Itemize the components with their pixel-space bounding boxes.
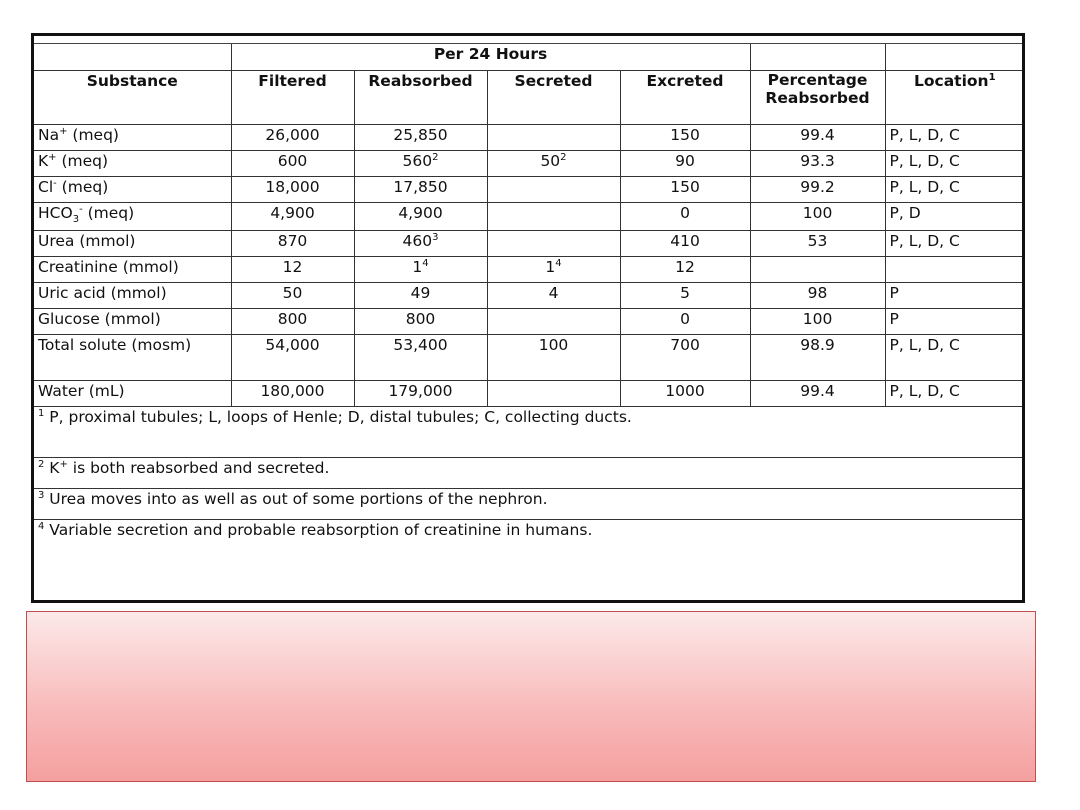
cell-reabsorbed <box>354 231 487 257</box>
footnote-1 <box>34 407 1024 458</box>
filtered-value: 180,000 <box>260 382 325 401</box>
footnote-number: 4 <box>38 521 45 533</box>
footnote-4 <box>34 520 1024 551</box>
excreted-value: 1000 <box>665 382 705 401</box>
cell-secreted <box>487 231 620 257</box>
cell-location <box>885 283 1024 309</box>
secreted-value: 50 <box>540 152 561 170</box>
table-row <box>34 203 1024 231</box>
cell-filtered <box>231 283 354 309</box>
substance-subscript: 3 <box>72 214 80 226</box>
filtered-value: 800 <box>277 310 308 329</box>
col-header-excreted: Excreted <box>620 71 750 125</box>
reabsorbed-value: 49 <box>410 284 431 303</box>
cell-filtered <box>231 309 354 335</box>
table-row <box>34 283 1024 309</box>
cell-substance <box>34 335 231 381</box>
cell-percentage <box>750 381 885 407</box>
footnote-text: Urea moves into as well as out of some portions of the nephron. <box>44 490 548 509</box>
col-header-secreted: Secreted <box>487 71 620 125</box>
cell-location <box>885 203 1024 231</box>
cell-filtered <box>231 203 354 231</box>
cell-excreted <box>620 231 750 257</box>
footnote-text: P, proximal tubules; L, loops of Henle; D, distal tubules; C, collecting ducts. <box>44 408 632 427</box>
secreted-value: 4 <box>548 284 559 303</box>
cell-reabsorbed <box>354 125 487 151</box>
filtered-value: 12 <box>282 258 303 277</box>
header-blank <box>34 44 231 71</box>
percentage-value: 99.4 <box>800 382 835 401</box>
filtered-value: 4,900 <box>270 204 315 222</box>
footnote-row <box>34 458 1024 489</box>
table-row <box>34 231 1024 257</box>
footnote-number: 2 <box>38 459 45 471</box>
filtered-value: 18,000 <box>265 178 320 196</box>
footnote-ref: 2 <box>432 152 439 163</box>
renal-handling-table <box>34 44 1024 550</box>
footnote-row <box>34 520 1024 551</box>
cell-location <box>885 381 1024 407</box>
table-row <box>34 125 1024 151</box>
header-blank <box>750 44 885 71</box>
cell-secreted <box>487 283 620 309</box>
table-row <box>34 177 1024 203</box>
percentage-value: 93.3 <box>800 152 835 170</box>
excreted-value: 90 <box>675 152 695 170</box>
cell-percentage <box>750 151 885 177</box>
excreted-value: 410 <box>670 232 700 251</box>
footnote-number: 3 <box>38 490 45 502</box>
table-row <box>34 257 1024 283</box>
footnote-ref: 2 <box>560 152 567 163</box>
filtered-value: 870 <box>277 232 308 251</box>
cell-percentage <box>750 231 885 257</box>
reabsorbed-value: 179,000 <box>388 382 453 401</box>
percentage-value: 53 <box>807 232 828 251</box>
cell-location <box>885 257 1024 283</box>
cell-reabsorbed <box>354 257 487 283</box>
footnote-3 <box>34 489 1024 520</box>
substance-unit: (meq) <box>67 126 119 144</box>
footnote-ref: 1 <box>988 72 996 83</box>
percentage-value: 100 <box>802 310 833 329</box>
cell-excreted <box>620 125 750 151</box>
footnote-text-rest: is both reabsorbed and secreted. <box>67 459 330 478</box>
substance-name: Water (mL) <box>38 382 125 401</box>
substance-charge: + <box>48 152 57 163</box>
cell-location <box>885 151 1024 177</box>
footnote-2 <box>34 458 1024 489</box>
cell-filtered <box>231 335 354 381</box>
substance-charge: - <box>79 204 83 215</box>
footnote-text: Variable secretion and probable reabsorption of creatinine in humans. <box>44 521 593 540</box>
cell-substance <box>34 283 231 309</box>
filtered-value: 26,000 <box>265 126 320 144</box>
cell-excreted <box>620 381 750 407</box>
cell-excreted <box>620 151 750 177</box>
cell-reabsorbed <box>354 177 487 203</box>
location-value: P, L, D, C <box>889 382 960 401</box>
table-row <box>34 151 1024 177</box>
secreted-value: 1 <box>545 258 556 277</box>
footnote-charge: + <box>59 459 68 471</box>
filtered-value: 600 <box>277 152 308 170</box>
cell-substance <box>34 231 231 257</box>
cell-percentage <box>750 335 885 381</box>
cell-filtered <box>231 257 354 283</box>
table-frame <box>31 33 1025 603</box>
location-value: P, L, D, C <box>889 232 960 251</box>
location-value: P, L, D, C <box>889 126 960 144</box>
footnote-row <box>34 407 1024 458</box>
substance-name: Na <box>38 126 60 144</box>
reabsorbed-value: 4,900 <box>398 204 443 222</box>
cell-substance <box>34 177 231 203</box>
col-header-substance: Substance <box>34 71 231 125</box>
table-row <box>34 381 1024 407</box>
header-group-per-24-hours: Per 24 Hours <box>231 44 750 71</box>
cell-secreted <box>487 381 620 407</box>
excreted-value: 700 <box>670 336 700 355</box>
substance-name: Cl <box>38 178 54 196</box>
cell-excreted <box>620 257 750 283</box>
cell-filtered <box>231 125 354 151</box>
footnote-ref: 4 <box>422 258 429 270</box>
cell-location <box>885 125 1024 151</box>
cell-filtered <box>231 177 354 203</box>
cell-reabsorbed <box>354 203 487 231</box>
cell-percentage <box>750 203 885 231</box>
cell-location <box>885 231 1024 257</box>
percentage-value: 99.2 <box>800 178 835 196</box>
col-header-filtered: Filtered <box>231 71 354 125</box>
excreted-value: 5 <box>680 284 690 303</box>
cell-reabsorbed <box>354 335 487 381</box>
substance-charge: + <box>59 126 68 137</box>
cell-substance <box>34 151 231 177</box>
cell-location <box>885 335 1024 381</box>
substance-name: HCO <box>38 204 73 222</box>
table-body <box>34 125 1024 551</box>
excreted-value: 150 <box>670 126 700 144</box>
cell-filtered <box>231 381 354 407</box>
excreted-value: 12 <box>675 258 695 277</box>
substance-unit: (meq) <box>56 152 109 170</box>
cell-location <box>885 177 1024 203</box>
cell-substance <box>34 203 231 231</box>
cell-substance <box>34 309 231 335</box>
secreted-value: 100 <box>538 336 569 355</box>
cell-percentage <box>750 125 885 151</box>
cell-reabsorbed <box>354 283 487 309</box>
location-value: P <box>889 284 899 303</box>
reabsorbed-value: 460 <box>402 232 433 251</box>
reabsorbed-value: 1 <box>412 258 423 277</box>
footnote-wrap <box>38 407 728 427</box>
substance-unit: (meq) <box>82 204 135 222</box>
table-row <box>34 309 1024 335</box>
cell-secreted <box>487 203 620 231</box>
substance-name: K <box>38 152 49 170</box>
substance-charge: - <box>53 178 57 189</box>
reabsorbed-value: 17,850 <box>393 178 448 196</box>
percentage-value: 100 <box>802 204 833 222</box>
footnote-ref: 3 <box>432 232 439 244</box>
excreted-value: 0 <box>680 204 690 222</box>
col-header-percentage-line1: Percentage <box>767 71 868 89</box>
col-header-percentage-line2: Reabsorbed <box>765 89 870 107</box>
cell-percentage <box>750 283 885 309</box>
location-value: P, D <box>889 204 921 222</box>
cell-secreted <box>487 177 620 203</box>
filtered-value: 50 <box>282 284 303 303</box>
excreted-value: 0 <box>680 310 690 329</box>
cell-substance <box>34 125 231 151</box>
location-value: P, L, D, C <box>889 336 960 355</box>
excreted-value: 150 <box>670 178 700 196</box>
pink-gradient-box <box>26 611 1036 782</box>
cell-filtered <box>231 151 354 177</box>
cell-percentage <box>750 257 885 283</box>
cell-reabsorbed <box>354 151 487 177</box>
percentage-value: 98 <box>807 284 828 303</box>
footnote-row <box>34 489 1024 520</box>
cell-substance <box>34 257 231 283</box>
cell-secreted <box>487 309 620 335</box>
cell-location <box>885 309 1024 335</box>
header-blank <box>885 44 1024 71</box>
substance-name: Total solute (mosm) <box>38 336 192 355</box>
filtered-value: 54,000 <box>265 336 320 355</box>
table-row <box>34 335 1024 381</box>
substance-name: Creatinine (mmol) <box>38 258 179 277</box>
cell-excreted <box>620 335 750 381</box>
col-header-reabsorbed: Reabsorbed <box>354 71 487 125</box>
footnote-ref: 4 <box>555 258 562 270</box>
substance-unit: (meq) <box>56 178 109 196</box>
cell-excreted <box>620 309 750 335</box>
col-header-location <box>885 71 1024 125</box>
cell-secreted <box>487 151 620 177</box>
location-value: P, L, D, C <box>889 152 960 170</box>
reabsorbed-value: 53,400 <box>393 336 448 355</box>
reabsorbed-value: 560 <box>402 152 433 170</box>
col-header-location-label: Location <box>914 72 989 90</box>
cell-reabsorbed <box>354 309 487 335</box>
cell-secreted <box>487 257 620 283</box>
cell-excreted <box>620 203 750 231</box>
percentage-value: 99.4 <box>800 126 835 144</box>
cell-filtered <box>231 231 354 257</box>
cell-secreted <box>487 125 620 151</box>
substance-name: Uric acid (mmol) <box>38 284 167 303</box>
footnote-text: K <box>44 459 60 478</box>
col-header-percentage-reabsorbed <box>750 71 885 125</box>
reabsorbed-value: 25,850 <box>393 126 448 144</box>
percentage-value: 98.9 <box>800 336 835 355</box>
cell-percentage <box>750 177 885 203</box>
cell-substance <box>34 381 231 407</box>
cell-percentage <box>750 309 885 335</box>
cell-excreted <box>620 283 750 309</box>
cell-secreted <box>487 335 620 381</box>
location-value: P, L, D, C <box>889 178 960 196</box>
cell-reabsorbed <box>354 381 487 407</box>
substance-name: Glucose (mmol) <box>38 310 161 329</box>
footnote-number: 1 <box>38 408 45 420</box>
cell-excreted <box>620 177 750 203</box>
location-value: P <box>889 310 899 329</box>
substance-name: Urea (mmol) <box>38 232 136 251</box>
reabsorbed-value: 800 <box>405 310 436 329</box>
